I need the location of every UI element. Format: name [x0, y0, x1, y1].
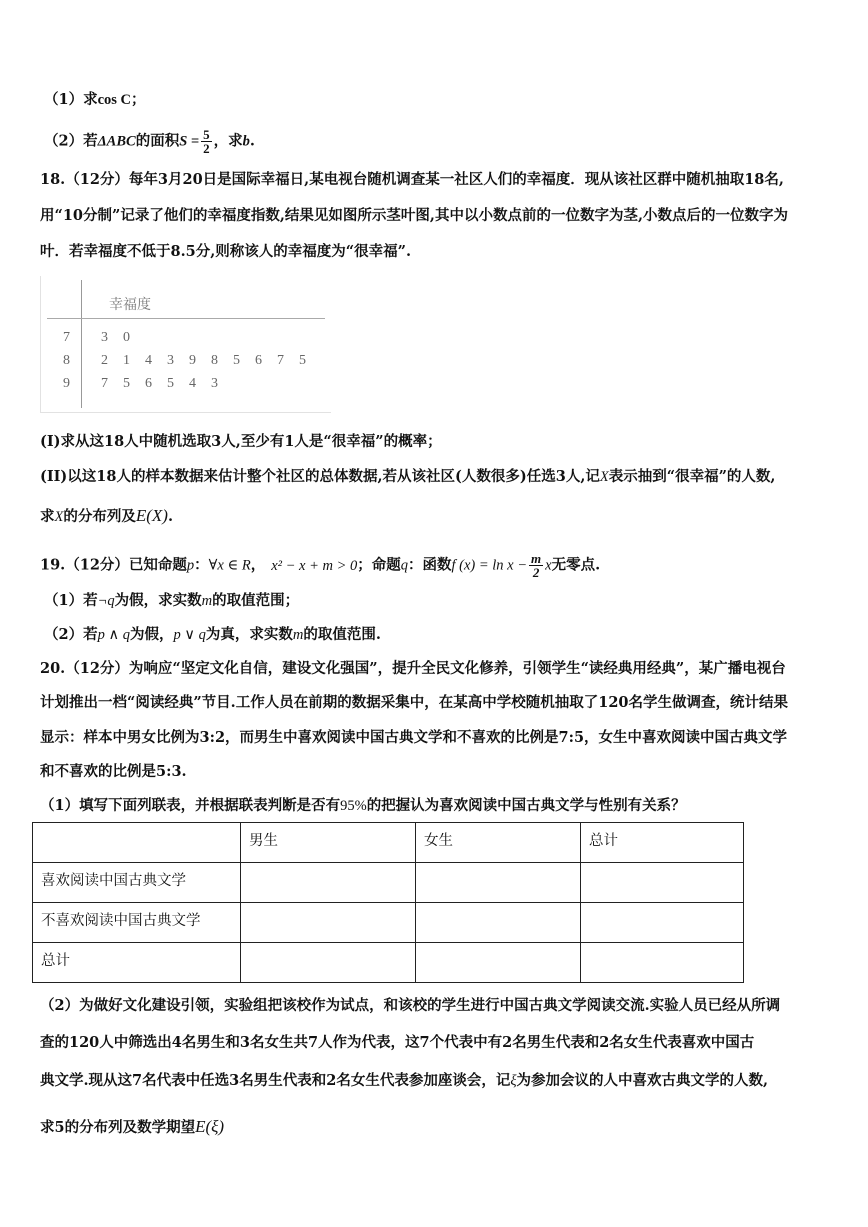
q19-s2-c: 为真，求实数: [205, 626, 293, 643]
q18-sub2-x2: X: [54, 509, 64, 525]
contingency-table: [32, 822, 744, 983]
q18-sub2-cont: [40, 506, 173, 527]
q19-a: 19.（12分）已知命题: [40, 556, 187, 574]
table-cell[interactable]: [241, 943, 416, 983]
q20-line2: 计划推出一档“阅读经典”节目.工作人员在前期的数据采集中，在某高中学校随机抽取了120名学生做调查，统计结果: [40, 694, 788, 711]
q20-sub1-a: （1）填写下面列联表，并根据联表判断是否有: [40, 797, 341, 814]
table-header-cell: 女生: [416, 823, 581, 863]
q19-s1-b: 为假，求实数: [114, 592, 202, 609]
q20-sub1-percent: 95%: [340, 798, 367, 814]
leaf: 5: [233, 353, 240, 368]
q19-s1-c: 的取值范围；: [212, 592, 300, 609]
stem-label: 8: [63, 353, 70, 368]
q19-fraction: [529, 552, 543, 579]
q19-x: x: [545, 557, 552, 574]
q20-sub2-l4-a: 求5的分布列及数学期望: [40, 1119, 196, 1136]
fraction-denominator: 2: [532, 565, 540, 580]
q17-part2-mid: 的面积: [135, 132, 180, 150]
q17-part2-b: b: [242, 133, 250, 150]
q18-sub2-a: (II)以这18人的样本数据来估计整个社区的总体数据,若从该社区(人数很多)任选3人,记: [40, 468, 600, 485]
q18-sub2-d: 的分布列及: [63, 508, 136, 525]
leaf: 6: [255, 353, 262, 368]
leaf: 3: [167, 353, 174, 368]
q19-s1-m: m: [201, 593, 213, 609]
stem-row-7: [63, 330, 145, 346]
table-cell[interactable]: [581, 903, 744, 943]
q20-line4: 和不喜欢的比例是5:3.: [40, 763, 187, 780]
q19-s1-a: （1）若: [44, 592, 98, 609]
q20-sub2-xi: ξ: [510, 1073, 517, 1089]
table-header-row: [33, 823, 744, 863]
table-header-cell: 总计: [581, 823, 744, 863]
q17-part2-dot: .: [249, 132, 255, 150]
q17-part1-end: ；: [131, 91, 146, 108]
q17-part1: [44, 90, 146, 110]
fraction-numerator: m: [531, 551, 542, 566]
stem-leaf-plot: [40, 276, 331, 413]
table-header-cell: 男生: [241, 823, 416, 863]
q19-s2-and: p ∧ q: [97, 627, 130, 643]
table-cell[interactable]: [416, 903, 581, 943]
table-row: [33, 903, 744, 943]
q19-b: ：: [194, 556, 209, 574]
q20-sub1: [40, 796, 686, 816]
q20-sub2-line2: 查的120人中筛选出4名男生和3名女生共7人作为代表，这7个代表中有2名男生代表和2名女生代表喜欢中国古: [40, 1034, 755, 1051]
q20-line1: 20.（12分）为响应“坚定文化自信，建设文化强国”，提升全民文化修养，引领学生“读经典用经典”，某广播电视台: [40, 660, 786, 677]
q19-s2-b: 为假，: [129, 626, 174, 643]
leaf: 0: [123, 330, 130, 345]
table-cell[interactable]: [416, 863, 581, 903]
q18-sub2-expectation: E(X): [135, 506, 168, 525]
q20-sub2-expectation: E(ξ): [195, 1117, 225, 1136]
q19-d: ；命题: [357, 556, 401, 574]
q19-s1-neg: ¬q: [97, 593, 115, 609]
stem-row-8: [63, 353, 321, 369]
table-cell[interactable]: [416, 943, 581, 983]
leaf: 5: [167, 376, 174, 391]
q17-part1-math: cos C: [97, 92, 132, 108]
leaf: 1: [123, 353, 130, 368]
q20-sub2-l3-a: 典文学.现从这7名代表中任选3名男生代表和2名女生代表参加座谈会，记: [40, 1072, 511, 1089]
q19-s2-a: （2）若: [44, 626, 98, 643]
q19-c: ，: [250, 556, 266, 574]
q18-sub2-b: 表示抽到“很幸福”的人数,: [608, 468, 776, 485]
table-cell[interactable]: [241, 903, 416, 943]
table-cell[interactable]: [581, 943, 744, 983]
table-row-label: 喜欢阅读中国古典文学: [33, 863, 241, 903]
q19-inequality: x² − x + m > 0: [271, 557, 358, 574]
leaf: 7: [277, 353, 284, 368]
leaf: 5: [299, 353, 306, 368]
leaf: 6: [145, 376, 152, 391]
q19-stem: [40, 552, 600, 579]
table-cell[interactable]: [241, 863, 416, 903]
q17-part2-end: ，求: [213, 132, 243, 150]
q18-line2: 用“10分制”记录了他们的幸福度指数,结果见如图所示茎叶图,其中以小数点前的一位数字为茎,小数点后的一位数字为: [40, 207, 788, 224]
leaf: 8: [211, 353, 218, 368]
leaf: 9: [189, 353, 196, 368]
table-row: [33, 863, 744, 903]
q17-part2: [44, 128, 255, 155]
q19-function: f (x) = ln x −: [451, 557, 528, 574]
q19-s2-m: m: [292, 627, 304, 643]
q19-f: 无零点.: [551, 556, 601, 574]
table-header-cell: [33, 823, 241, 863]
q18-sub2-e: .: [167, 508, 174, 525]
header-divider: [47, 318, 325, 319]
q20-sub1-b: 的把握认为喜欢阅读中国古典文学与性别有关系？: [366, 797, 686, 814]
stem-label: 7: [63, 330, 70, 345]
q18-sub2-x: X: [599, 469, 609, 485]
q18-line3: 叶．若幸福度不低于8.5分,则称该人的幸福度为“很幸福”.: [40, 243, 412, 260]
leaf: 3: [211, 376, 218, 391]
q18-sub1: (I)求从这18人中随机选取3人,至少有1人是“很幸福”的概率；: [40, 433, 442, 450]
leaf: 3: [101, 330, 108, 345]
q19-p: p: [186, 557, 195, 574]
q20-sub2-line3: [40, 1071, 768, 1091]
stem-label: 9: [63, 376, 70, 391]
table-cell[interactable]: [581, 863, 744, 903]
q18-sub2: [40, 467, 775, 487]
stem-row-9: [63, 376, 233, 392]
q17-part1-text: （1）求: [44, 91, 98, 108]
q20-sub2-line4: [40, 1117, 224, 1138]
q19-s2-d: 的取值范围.: [303, 626, 381, 643]
leaf: 2: [101, 353, 108, 368]
q18-sub2-c: 求: [40, 508, 55, 525]
fraction-numerator: 5: [203, 127, 210, 142]
q19-sub1: [44, 591, 299, 611]
q17-fraction: [201, 128, 212, 155]
leaf: 5: [123, 376, 130, 391]
q18-line1: 18.（12分）每年3月20日是国际幸福日,某电视台随机调查某一社区人们的幸福度．现从该社区群中随机抽取18名,: [40, 171, 784, 188]
table-row: [33, 943, 744, 983]
q17-part2-triangle: ΔABC: [97, 133, 136, 150]
leaf: 4: [145, 353, 152, 368]
q19-forall: ∀x ∈ R: [208, 557, 251, 574]
plot-title: 幸福度: [109, 297, 151, 313]
q20-sub2-line1: （2）为做好文化建设引领，实验组把该校作为试点，和该校的学生进行中国古典文学阅读交流.实验人员已经从所调: [40, 997, 781, 1014]
q19-s2-or: p ∨ q: [173, 627, 206, 643]
table-row-label: 总计: [33, 943, 241, 983]
q17-part2-text: （2）若: [44, 132, 98, 150]
q20-sub2-l3-b: 为参加会议的人中喜欢古典文学的人数,: [516, 1072, 769, 1089]
leaf: 7: [101, 376, 108, 391]
q19-sub2: [44, 625, 381, 645]
q19-e: ：函数: [407, 556, 452, 574]
q20-line3: 显示：样本中男女比例为3:2，而男生中喜欢阅读中国古典文学和不喜欢的比例是7:5，女生中喜欢阅读中国古典文学: [40, 729, 788, 746]
q19-q: q: [400, 557, 408, 574]
leaf: 4: [189, 376, 196, 391]
fraction-denominator: 2: [203, 141, 210, 156]
q17-part2-s: S =: [179, 133, 200, 150]
table-row-label: 不喜欢阅读中国古典文学: [33, 903, 241, 943]
